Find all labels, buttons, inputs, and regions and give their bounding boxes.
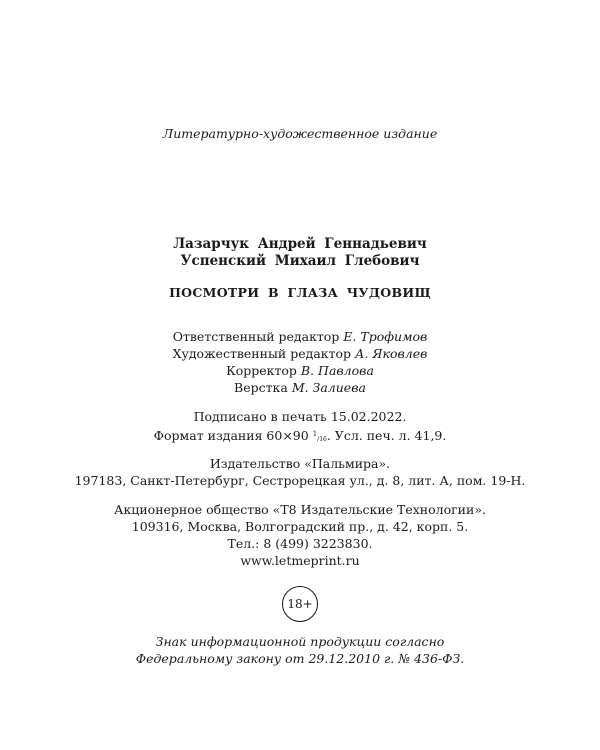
info-notice-line-2: Федеральному закону от 29.12.2010 г. № 436-ФЗ. bbox=[135, 651, 465, 666]
format-prefix: Формат издания 60×90 bbox=[153, 428, 309, 443]
staff-line-3 bbox=[0, 363, 600, 379]
book-title: ПОСМОТРИ В ГЛАЗА ЧУДОВИЩ bbox=[169, 285, 431, 300]
publisher-name: Издательство «Пальмира». bbox=[209, 456, 391, 471]
staff-line-2 bbox=[0, 346, 600, 362]
staff-role-4: Верстка bbox=[234, 380, 288, 395]
format-fraction-separator: / bbox=[317, 436, 320, 443]
printer-name: Акционерное общество «Т8 Издательские Технологии». bbox=[114, 502, 486, 517]
staff-line-4 bbox=[0, 380, 600, 396]
author-2: Успенский Михаил Глебович bbox=[180, 253, 420, 269]
format-line bbox=[0, 426, 600, 448]
printer-phone: Тел.: 8 (499) 3223830. bbox=[227, 536, 373, 551]
format-suffix: . Усл. печ. л. 41,9. bbox=[326, 428, 447, 443]
staff-role-2: Художественный редактор bbox=[172, 346, 352, 361]
author-1: Лазарчук Андрей Геннадьевич bbox=[173, 236, 427, 252]
series-label: Литературно-художественное издание bbox=[162, 126, 438, 141]
staff-role-3: Корректор bbox=[226, 363, 297, 378]
age-rating-label: 18+ bbox=[287, 597, 313, 611]
staff-name-1: Е. Трофимов bbox=[343, 329, 428, 344]
publisher-address: 197183, Санкт-Петербург, Сестрорецкая ул., д. 8, лит. А, пом. 19-Н. bbox=[74, 473, 526, 488]
age-rating-badge bbox=[282, 586, 318, 622]
staff-name-3: В. Павлова bbox=[300, 363, 374, 378]
staff-name-4: М. Залиева bbox=[291, 380, 366, 395]
format-fraction-bottom: 16 bbox=[319, 436, 327, 443]
printer-website: www.letmeprint.ru bbox=[240, 553, 360, 568]
printer-address: 109316, Москва, Волгоградский пр., д. 42, корп. 5. bbox=[131, 519, 469, 534]
signed-date: Подписано в печать 15.02.2022. bbox=[193, 409, 407, 424]
format-fraction-top: 1 bbox=[312, 430, 318, 438]
staff-role-1: Ответственный редактор bbox=[172, 329, 340, 344]
staff-line-1 bbox=[0, 329, 600, 345]
staff-name-2: А. Яковлев bbox=[355, 346, 428, 361]
info-notice-line-1: Знак информационной продукции согласно bbox=[155, 634, 445, 649]
